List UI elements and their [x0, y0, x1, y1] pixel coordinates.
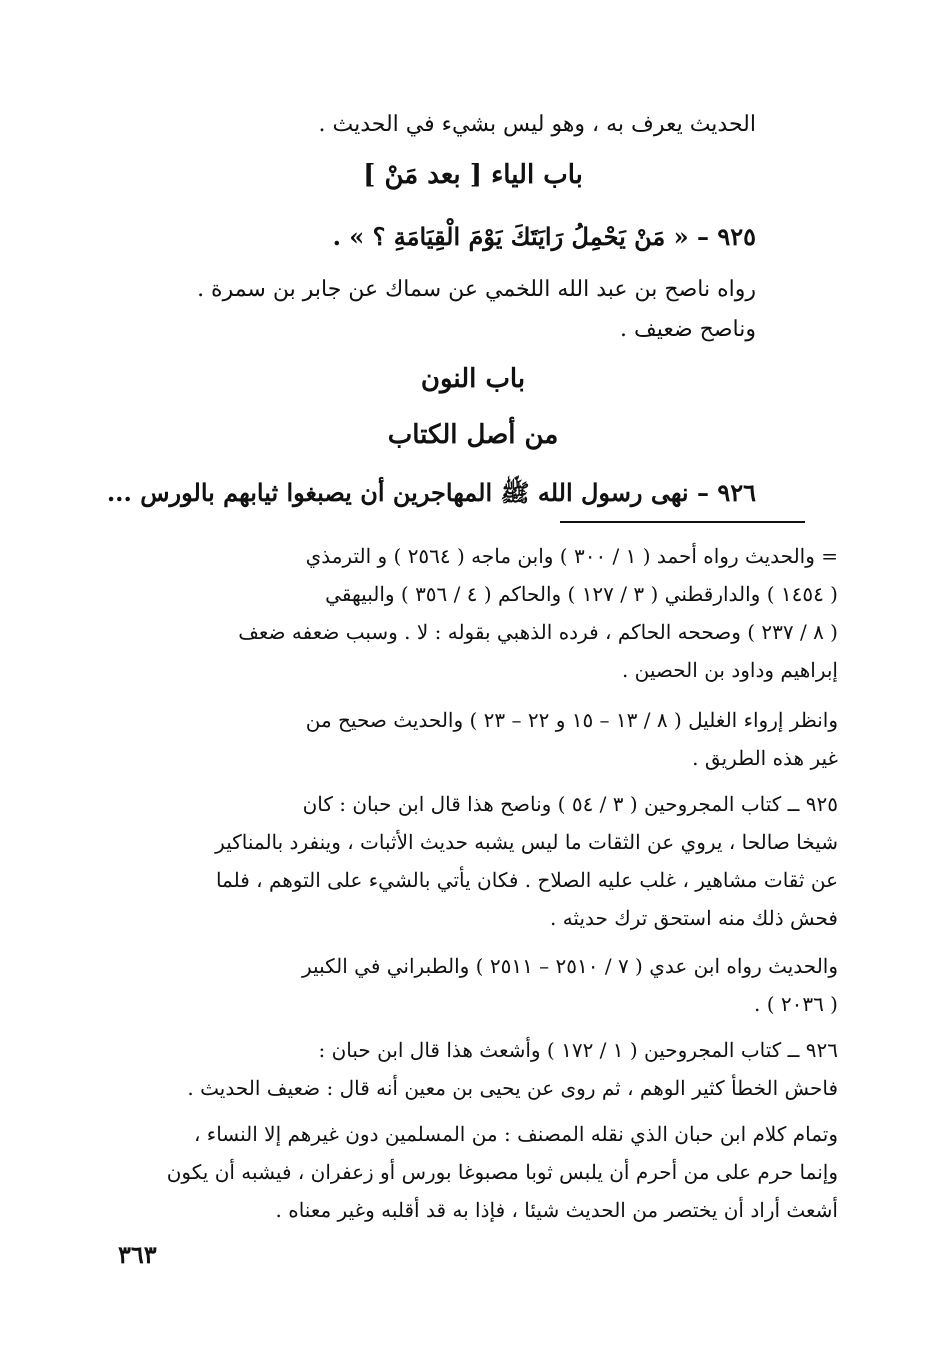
text-line: وناصح ضعيف . [619, 317, 756, 342]
footnote-line: شيخا صالحا ، يروي عن الثقات ما ليس يشبه حديث الأثبات ، وينفرد بالمناكير [215, 830, 838, 854]
page-number: ٣٦٣ [118, 1240, 157, 1269]
footnote-line: وإنما حرم على من أحرم أن يلبس ثوبا مصبوغا بورس أو زعفران ، فيشبه أن يكون [166, 1160, 838, 1184]
footnote-line: غير هذه الطريق . [692, 746, 838, 770]
footnote-line: ( ١٤٥٤ ) والدارقطني ( ٣ / ١٢٧ ) والحاكم ( ٤ / ٣٥٦ ) والبيهقي [325, 582, 838, 606]
footnote-line: ( ٨ / ٢٣٧ ) وصححه الحاكم ، فرده الذهبي بقوله : لا . وسبب ضعفه ضعف [238, 620, 838, 644]
footnote-line: وتمام كلام ابن حبان الذي نقله المصنف : من المسلمين دون غيرهم إلا النساء ، [193, 1122, 838, 1146]
footnote-line: عن ثقات مشاهير ، غلب عليه الصلاح . فكان يأتي بالشيء على التوهم ، فلما [215, 868, 838, 892]
footnote-line: وانظر إرواء الغليل ( ٨ / ١٣ – ١٥ و ٢٢ – ٢٣ ) والحديث صحيح من [305, 708, 838, 732]
footnote-line: ( ٢٠٣٦ ) . [753, 992, 838, 1016]
chapter-heading-nun: باب النون [420, 364, 526, 394]
footnote-line: أشعث أراد أن يختصر من الحديث شيئا ، فإذا به قد أقلبه وغير معناه . [275, 1198, 838, 1222]
footnote-line: فحش ذلك منه استحق ترك حديثه . [549, 906, 838, 930]
text-line: رواه ناصح بن عبد الله اللخمي عن سماك عن جابر بن سمرة . [197, 277, 756, 302]
section-heading: من أصل الكتاب [387, 420, 559, 450]
footnote-925: ٩٢٥ ــ كتاب المجروحين ( ٣ / ٥٤ ) وناصح هذا قال ابن حبان : كان [302, 792, 838, 816]
footnote-line: والحديث رواه ابن عدي ( ٧ / ٢٥١٠ – ٢٥١١ ) والطبراني في الكبير [302, 954, 838, 978]
footnote-line: إبراهيم وداود بن الحصين . [621, 658, 838, 682]
footnote-separator [560, 521, 805, 523]
footnote-line: فاحش الخطأ كثير الوهم ، ثم روى عن يحيى بن معين أنه قال : ضعيف الحديث . [187, 1076, 838, 1100]
footnote-926: ٩٢٦ ــ كتاب المجروحين ( ١ / ١٧٢ ) وأشعث هذا قال ابن حبان : [318, 1038, 838, 1062]
hadith-926: ٩٢٦ – نهى رسول الله ﷺ المهاجرين أن يصبغوا ثيابهم بالورس ... [106, 478, 756, 507]
hadith-925: ٩٢٥ – « مَنْ يَحْمِلُ رَايَتَكَ يَوْمَ الْقِيَامَةِ ؟ » . [332, 222, 756, 251]
chapter-heading-ya: باب الياء [ بعد مَنْ ] [363, 160, 583, 190]
text-line: الحديث يعرف به ، وهو ليس بشيء في الحديث . [318, 112, 756, 137]
footnote-line: = والحديث رواه أحمد ( ١ / ٣٠٠ ) وابن ماجه ( ٢٥٦٤ ) و الترمذي [305, 544, 838, 568]
